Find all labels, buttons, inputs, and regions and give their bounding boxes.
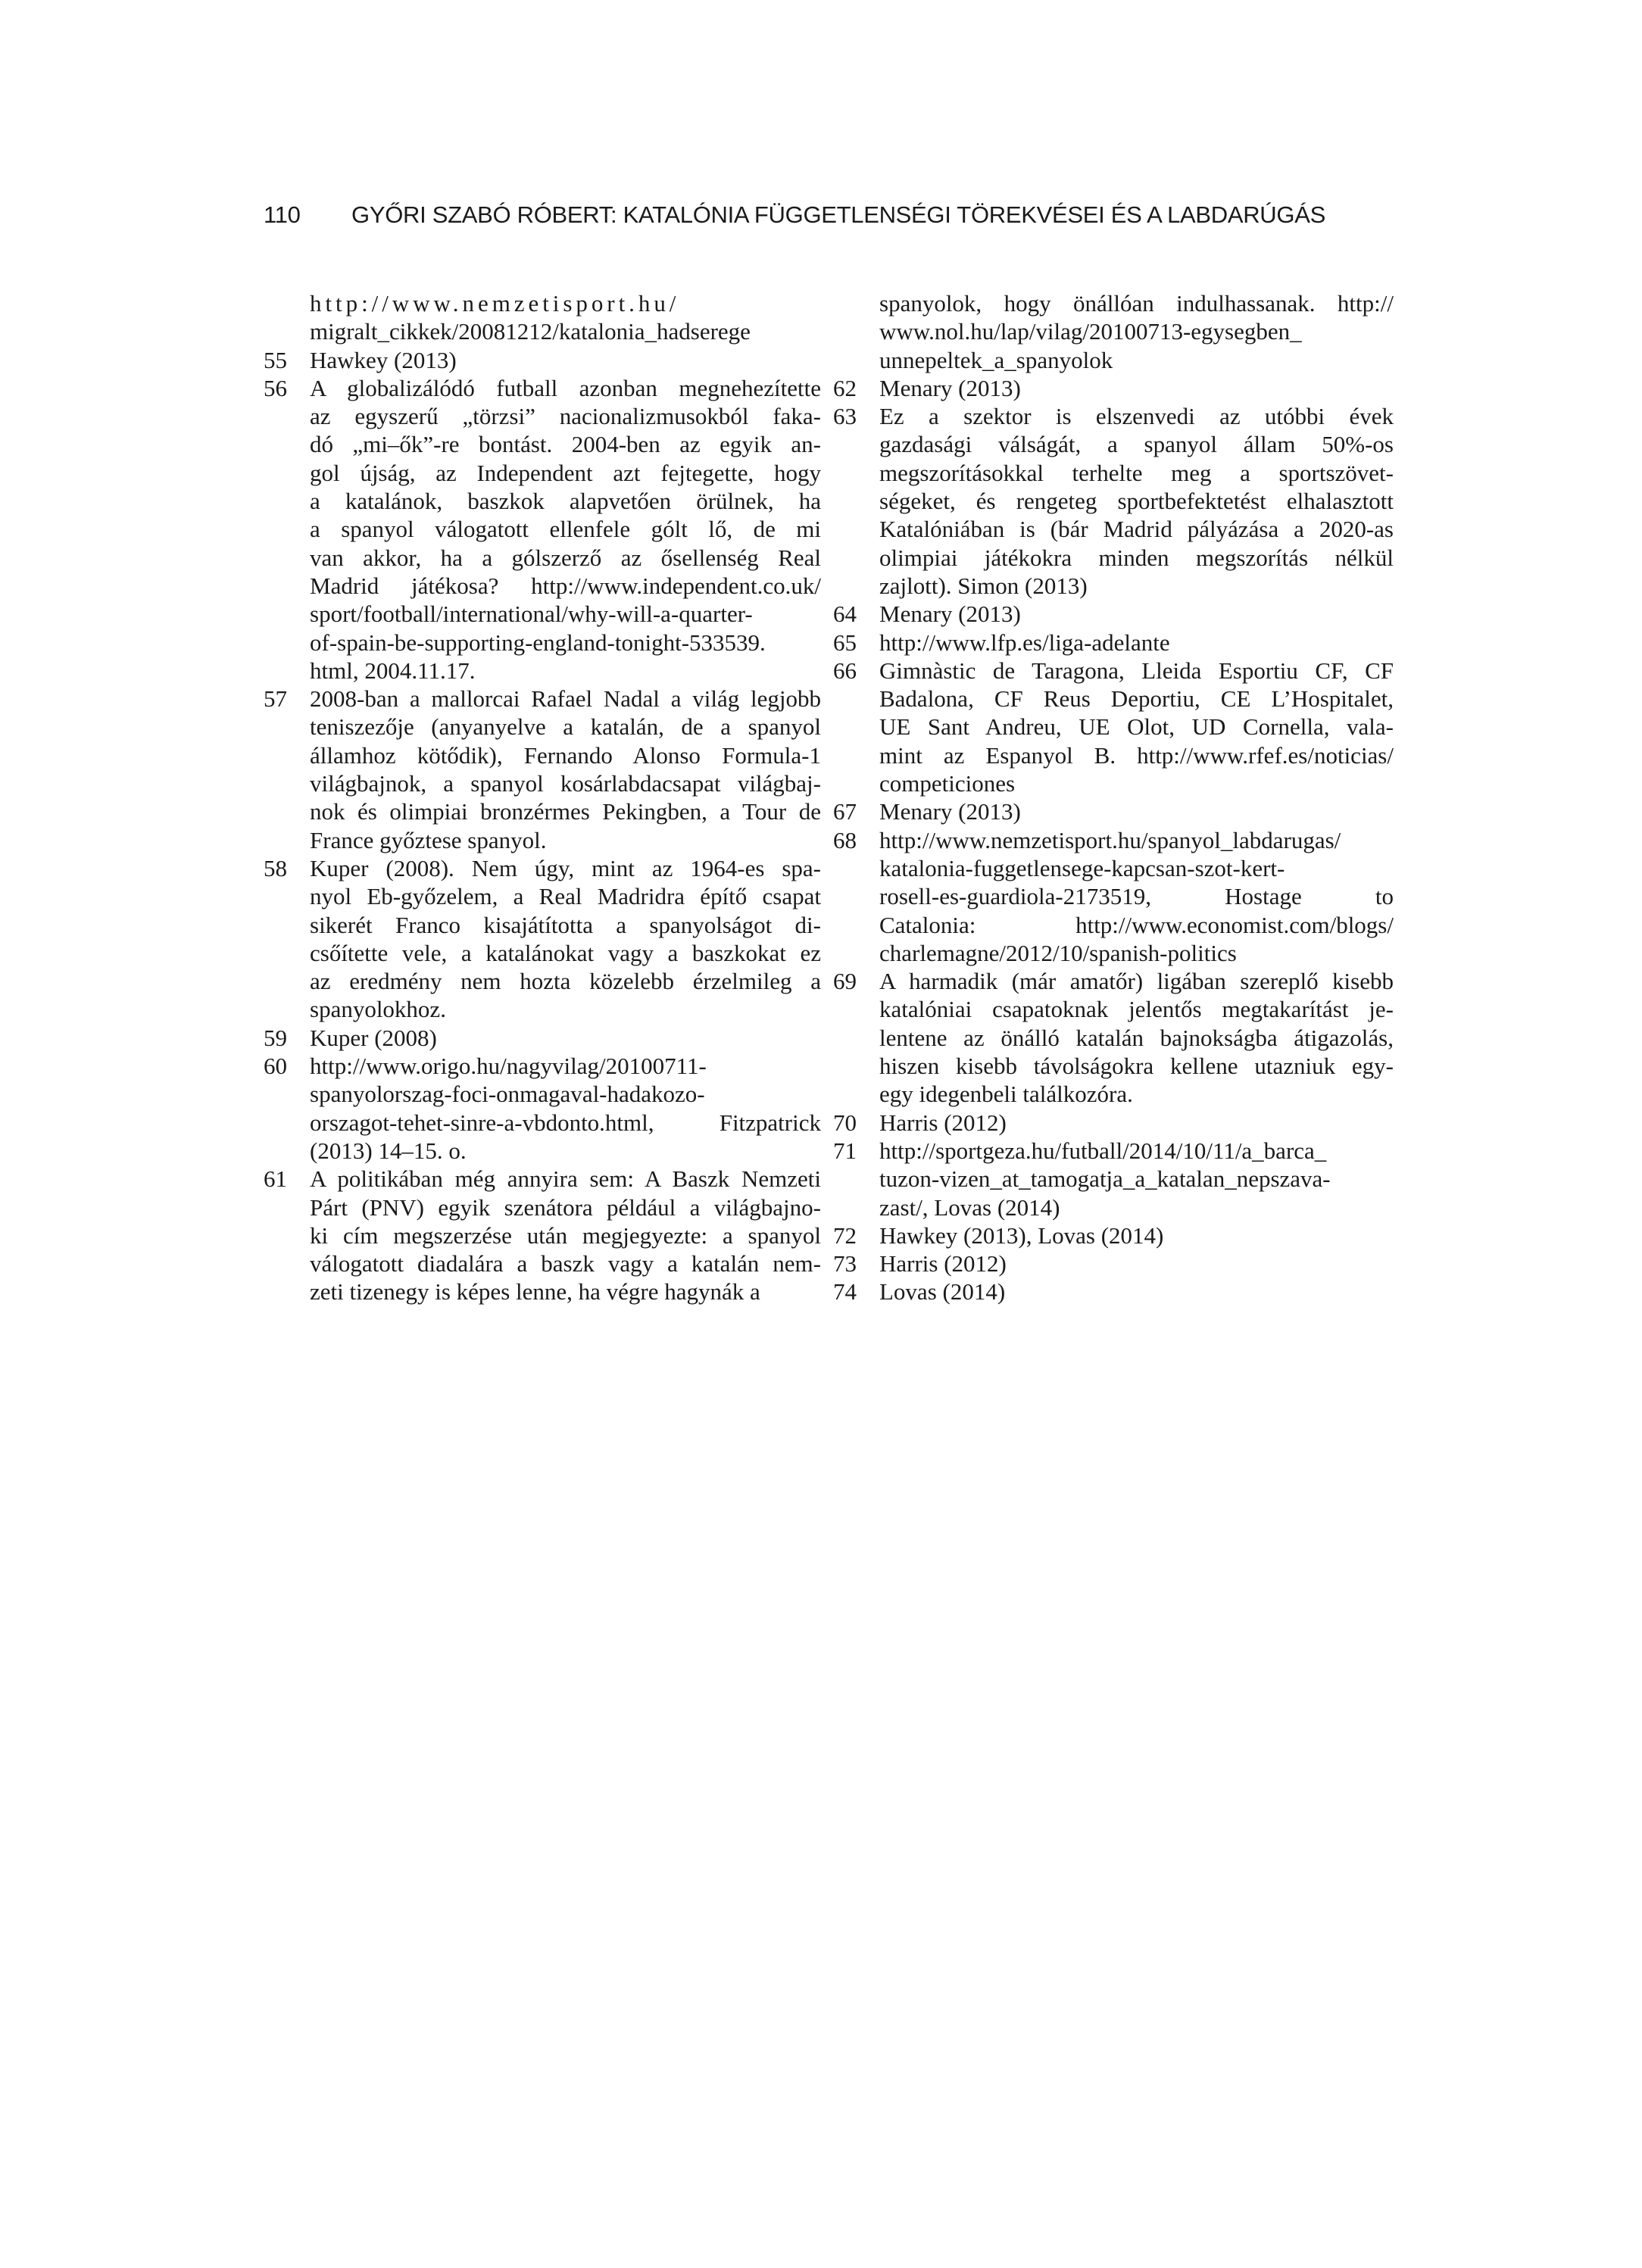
footnote-57 [264, 685, 821, 854]
footnote-line: mint az Espanyol B. http://www.rfef.es/noticias/ [879, 741, 1394, 769]
footnote-line: Madrid játékosa? http://www.independent.co.uk/ [310, 572, 821, 599]
footnote-68 [833, 826, 1394, 967]
footnote-number: 65 [833, 629, 857, 656]
footnote-number: 73 [833, 1250, 857, 1278]
footnote-line: a katalánok, baszkok alapvetően örülnek, ha [310, 488, 821, 515]
footnote-line: gazdasági válságát, a spanyol állam 50%-os [879, 431, 1394, 458]
footnote-line: rosell-es-guardiola-2173519, Hostage to [879, 883, 1394, 910]
footnote-number: 58 [264, 854, 287, 881]
footnote-line: A harmadik (már amatőr) ligában szereplő kisebb [879, 968, 1394, 995]
footnote-line: Hawkey (2013) [310, 346, 457, 373]
footnotes-left-column [264, 289, 821, 1306]
footnote-line: charlemagne/2012/10/spanish-politics [879, 939, 1237, 966]
footnote-number: 63 [833, 403, 857, 430]
footnote-number: 72 [833, 1221, 857, 1249]
running-title: GYŐRI SZABÓ RÓBERT: KATALÓNIA FÜGGETLENSÉGI TÖREKVÉSEI ÉS A LABDARÚGÁS [351, 201, 1325, 228]
footnote-line: http://www.nemzetisport.hu/spanyol_labdarugas/ [879, 826, 1341, 853]
footnote-line: unnepeltek_a_spanyolok [879, 346, 1113, 373]
footnote-70 [833, 1109, 1394, 1137]
footnote-line: 2008-ban a mallorcai Rafael Nadal a világ legjobb [310, 685, 821, 713]
footnote-67 [833, 797, 1394, 825]
footnote-line: http://www.origo.hu/nagyvilag/20100711- [310, 1053, 707, 1080]
footnote-line: világbajnok, a spanyol kosárlabdacsapat világbaj- [310, 770, 821, 797]
footnote-number: 55 [264, 346, 287, 373]
footnote-line: sikerét Franco kisajátította a spanyolságot di- [310, 911, 821, 938]
footnote-58 [264, 854, 821, 1024]
footnote-line: Harris (2012) [879, 1109, 1007, 1136]
footnote-line: megszorításokkal terhelte meg a sportszövet- [879, 459, 1394, 486]
footnote-line: Hawkey (2013), Lovas (2014) [879, 1221, 1164, 1249]
footnote-number: 71 [833, 1137, 857, 1164]
footnote-74 [833, 1278, 1394, 1306]
footnote-line: spanyolorszag-foci-onmagaval-hadakozo- [310, 1081, 705, 1108]
footnote-continuation [833, 289, 1394, 374]
footnote-line: http://www.nemzetisport.hu/ [310, 290, 680, 317]
footnote-69 [833, 967, 1394, 1108]
footnote-66 [833, 657, 1394, 797]
footnote-line: Catalonia: http://www.economist.com/blogs/ [879, 911, 1394, 938]
footnote-number: 68 [833, 826, 857, 853]
footnote-line: államhoz kötődik), Fernando Alonso Formula-1 [310, 741, 821, 769]
footnote-line: van akkor, ha a gólszerző az ősellenség Real [310, 544, 821, 571]
footnote-number: 69 [833, 968, 857, 995]
footnote-line: Ez a szektor is elszenvedi az utóbbi évek [879, 403, 1394, 430]
footnote-62 [833, 374, 1394, 402]
footnote-line: http://sportgeza.hu/futball/2014/10/11/a_barca_ [879, 1137, 1327, 1164]
footnote-line: competiciones [879, 770, 1016, 797]
footnote-line: nyol Eb-győzelem, a Real Madridra építő csapat [310, 883, 821, 910]
footnote-59 [264, 1024, 821, 1052]
footnote-line: zajlott). Simon (2013) [879, 572, 1088, 599]
footnote-number: 74 [833, 1278, 857, 1306]
footnote-line: Párt (PNV) egyik szenátora például a világbajno- [310, 1193, 821, 1221]
page-number: 110 [264, 201, 301, 228]
footnote-line: France győztese spanyol. [310, 826, 547, 853]
footnote-60 [264, 1052, 821, 1165]
footnote-line: Menary (2013) [879, 798, 1021, 825]
footnote-line: html, 2004.11.17. [310, 657, 476, 684]
footnote-line: spanyolok, hogy önállóan indulhassanak. http:// [879, 290, 1394, 317]
footnote-line: Harris (2012) [879, 1250, 1007, 1278]
footnote-line: zast/, Lovas (2014) [879, 1193, 1060, 1221]
footnote-line: A globalizálódó futball azonban megnehezítette [310, 374, 821, 401]
footnote-line: katalóniai csapatoknak jelentős megtakarítást je- [879, 996, 1394, 1023]
footnote-number: 66 [833, 657, 857, 684]
footnote-line: a spanyol válogatott ellenfele gólt lő, de mi [310, 516, 821, 543]
footnote-line: zeti tizenegy is képes lenne, ha végre hagynák a [310, 1278, 760, 1306]
footnote-line: http://www.lfp.es/liga-adelante [879, 629, 1170, 656]
footnote-number: 57 [264, 685, 287, 713]
footnote-73 [833, 1249, 1394, 1278]
footnote-line: UE Sant Andreu, UE Olot, UD Cornella, vala- [879, 713, 1394, 741]
footnote-line: ségeket, és rengeteg sportbefektetést elhalasztott [879, 488, 1394, 515]
footnote-line: sport/football/international/why-will-a-quarter- [310, 601, 753, 628]
footnote-number: 59 [264, 1024, 287, 1051]
footnote-line: migralt_cikkek/20081212/katalonia_hadserege [310, 318, 751, 345]
footnote-65 [833, 629, 1394, 657]
footnote-line: A politikában még annyira sem: A Baszk Nemzeti [310, 1165, 821, 1193]
footnote-line: lentene az önálló katalán bajnokságba átigazolás, [879, 1024, 1394, 1051]
footnotes-right-column [833, 289, 1394, 1306]
footnote-71 [833, 1137, 1394, 1221]
footnote-56 [264, 374, 821, 685]
footnote-number: 62 [833, 374, 857, 401]
footnote-line: az eredmény nem hozta közelebb érzelmileg a [310, 968, 821, 995]
footnote-line: egy idegenbeli találkozóra. [879, 1081, 1133, 1108]
running-header [264, 201, 1400, 229]
footnote-line: of-spain-be-supporting-england-tonight-533539. [310, 629, 766, 656]
footnote-number: 61 [264, 1165, 287, 1193]
footnote-61 [264, 1165, 821, 1306]
footnote-number: 70 [833, 1109, 857, 1136]
footnote-55 [264, 346, 821, 374]
footnote-line: dó „mi–ők”-re bontást. 2004-ben az egyik an- [310, 431, 821, 458]
footnote-line: válogatott diadalára a baszk vagy a katalán nem- [310, 1250, 821, 1278]
footnote-number: 56 [264, 374, 287, 401]
footnote-number: 67 [833, 798, 857, 825]
footnote-number: 64 [833, 601, 857, 628]
footnote-line: csőítette vele, a katalánokat vagy a baszkokat ez [310, 939, 821, 966]
footnote-line: Kuper (2008) [310, 1024, 437, 1051]
footnote-line: az egyszerű „törzsi” nacionalizmusokból faka- [310, 403, 821, 430]
footnote-line: katalonia-fuggetlensege-kapcsan-szot-kert- [879, 854, 1285, 881]
footnote-line: olimpiai játékokra minden megszorítás nélkül [879, 544, 1394, 571]
footnote-line: Kuper (2008). Nem úgy, mint az 1964-es spa- [310, 854, 821, 881]
footnote-line: www.nol.hu/lap/vilag/20100713-egysegben_ [879, 318, 1302, 345]
footnote-line: (2013) 14–15. o. [310, 1137, 467, 1164]
footnote-72 [833, 1221, 1394, 1249]
footnote-line: teniszezője (anyanyelve a katalán, de a spanyol [310, 713, 821, 741]
footnote-line: tuzon-vizen_at_tamogatja_a_katalan_nepszava- [879, 1165, 1331, 1193]
footnote-number: 60 [264, 1053, 287, 1080]
footnote-line: Lovas (2014) [879, 1278, 1006, 1306]
footnote-line: spanyolokhoz. [310, 996, 446, 1023]
footnote-64 [833, 600, 1394, 628]
footnote-line: gol újság, az Independent azt fejtegette, hogy [310, 459, 821, 486]
footnote-line: Menary (2013) [879, 374, 1021, 401]
footnote-line: Menary (2013) [879, 601, 1021, 628]
footnote-continuation [264, 289, 821, 346]
footnote-line: ki cím megszerzése után megjegyezte: a spanyol [310, 1221, 821, 1249]
footnote-line: Gimnàstic de Taragona, Lleida Esportiu CF, CF [879, 657, 1394, 684]
footnote-line: Badalona, CF Reus Deportiu, CE L’Hospitalet, [879, 685, 1394, 713]
footnote-line: orszagot-tehet-sinre-a-vbdonto.html, Fitzpatrick [310, 1109, 821, 1136]
footnote-line: nok és olimpiai bronzérmes Pekingben, a Tour de [310, 798, 821, 825]
footnote-63 [833, 402, 1394, 600]
footnote-line: hiszen kisebb távolságokra kellene utazniuk egy- [879, 1053, 1394, 1080]
footnote-line: Katalóniában is (bár Madrid pályázása a 2020-as [879, 516, 1394, 543]
